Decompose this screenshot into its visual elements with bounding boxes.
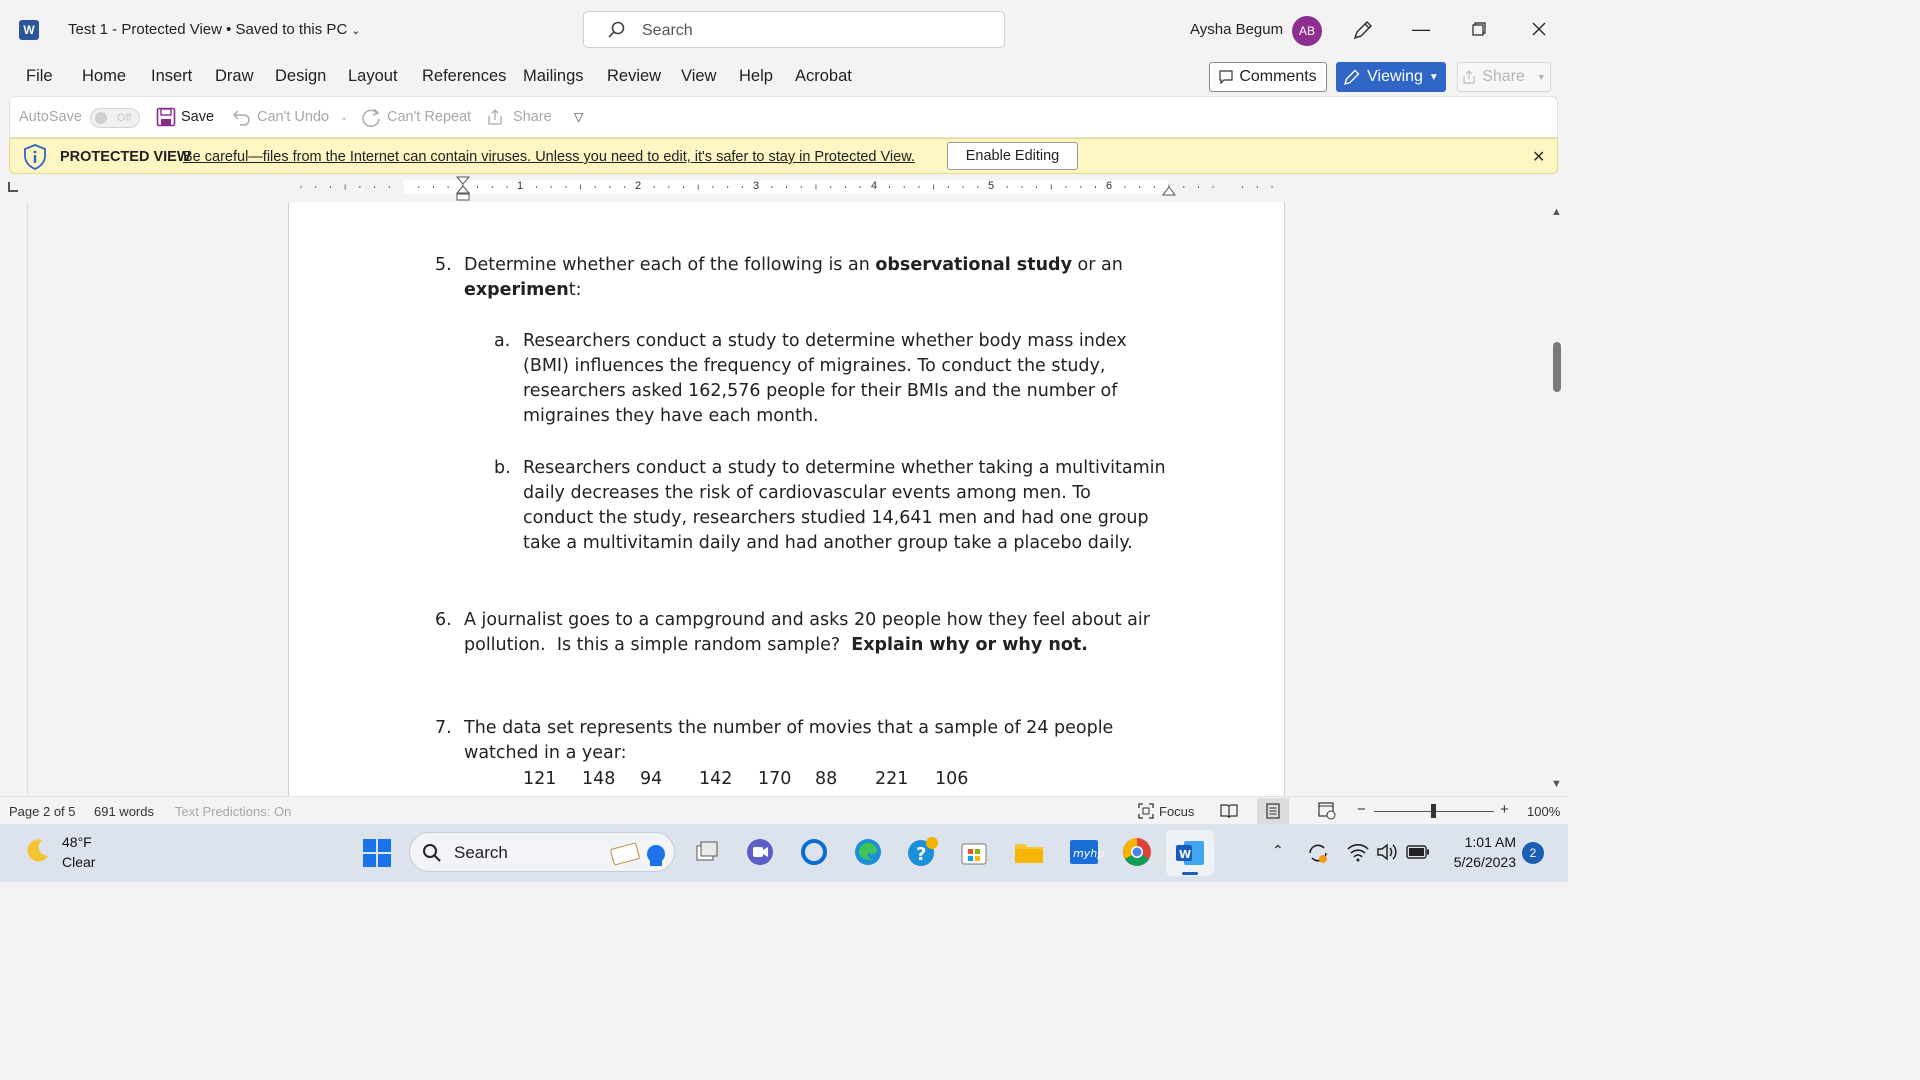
question-bold-text: observational study — [875, 255, 1072, 275]
autosave-state: Off — [117, 112, 132, 124]
moon-icon[interactable] — [22, 836, 52, 866]
designer-pen-icon[interactable] — [1351, 18, 1375, 42]
repeat-button[interactable]: Can't Repeat — [387, 109, 472, 125]
comments-button[interactable] — [1209, 62, 1327, 92]
text-line: take a multivitamin daily and had another group take a placebo daily. — [523, 533, 1133, 553]
tab-acrobat[interactable]: Acrobat — [795, 67, 852, 85]
viewing-mode-button[interactable] — [1336, 62, 1446, 92]
search-highlight-icon — [606, 836, 670, 870]
clock-time[interactable]: 1:01 AM — [1464, 834, 1516, 850]
svg-text:myhp: myhp — [1073, 847, 1105, 860]
focus-button[interactable]: Focus — [1159, 804, 1195, 819]
question-bold-text: experimen — [464, 280, 569, 300]
focus-icon[interactable] — [1138, 803, 1154, 819]
clock-date[interactable]: 5/26/2023 — [1453, 854, 1516, 870]
question-text — [464, 253, 1123, 278]
data-value: 148 — [582, 769, 616, 789]
windows-start-icon[interactable] — [362, 838, 392, 868]
sub-item-label: a. — [494, 331, 511, 351]
weather-temperature[interactable]: 48°F — [62, 834, 92, 850]
weather-condition[interactable]: Clear — [62, 854, 96, 870]
question-text — [464, 608, 1150, 658]
undo-button[interactable]: Can't Undo — [257, 109, 330, 125]
title-bar — [0, 0, 1568, 60]
protected-view-bar — [9, 138, 1558, 174]
zoom-out-icon[interactable]: − — [1357, 801, 1366, 818]
shield-info-icon — [22, 144, 48, 170]
customize-toolbar-icon[interactable]: ▽ — [574, 110, 584, 124]
protected-view-title: PROTECTED VIEW — [60, 149, 191, 165]
page-indicator[interactable]: Page 2 of 5 — [9, 804, 76, 819]
close-button[interactable] — [1526, 16, 1552, 42]
word-count[interactable]: 691 words — [94, 804, 154, 819]
tab-layout[interactable]: Layout — [348, 67, 398, 85]
chevron-down-icon: ▼ — [1536, 72, 1546, 82]
word-app-icon: W — [19, 20, 39, 40]
viewing-label: Viewing — [1367, 68, 1423, 85]
tab-mailings[interactable]: Mailings — [523, 67, 584, 85]
text-line: daily decreases the risk of cardiovascular events among men. To — [523, 483, 1091, 503]
teams-chat-icon[interactable] — [744, 836, 776, 868]
volume-icon[interactable] — [1376, 842, 1400, 862]
myhp-icon[interactable] — [1068, 836, 1105, 868]
quick-access-toolbar — [9, 96, 1558, 138]
show-hidden-icons[interactable]: ⌃ — [1272, 842, 1284, 858]
autosave-toggle[interactable] — [90, 108, 140, 128]
question-text — [464, 716, 1113, 766]
ruler-number: 3 — [753, 180, 760, 192]
comment-icon — [1219, 70, 1233, 84]
indent-marker[interactable] — [456, 176, 470, 202]
scroll-up-icon[interactable]: ▲ — [1551, 206, 1562, 218]
ruler-ticks — [288, 180, 1285, 202]
share-button[interactable] — [1457, 62, 1551, 92]
text-line: Researchers conduct a study to determine whether taking a multivitamin — [523, 458, 1166, 478]
save-button[interactable]: Save — [181, 109, 215, 125]
share-icon — [1462, 70, 1476, 84]
user-name[interactable]: Aysha Begum — [1190, 21, 1284, 38]
question-text-part: Determine whether each of the following is an — [464, 255, 876, 275]
data-value: 94 — [640, 769, 663, 789]
scroll-down-icon[interactable]: ▼ — [1551, 778, 1562, 790]
text-predictions-status[interactable]: Text Predictions: On — [175, 804, 292, 819]
ruler-number: 2 — [635, 180, 642, 192]
workspace-divider — [27, 202, 28, 796]
text-line: migraines they have each month. — [523, 406, 819, 426]
document-page[interactable] — [288, 202, 1285, 802]
ribbon-tabs — [0, 62, 1568, 96]
taskbar-search-label: Search — [454, 843, 508, 862]
taskbar-search[interactable] — [409, 832, 675, 872]
question-number: 7. — [435, 718, 452, 738]
chevron-down-icon: ▼ — [1428, 71, 1439, 83]
notification-badge[interactable]: 2 — [1522, 842, 1544, 864]
data-value: 221 — [875, 769, 909, 789]
undo-icon[interactable] — [232, 108, 252, 126]
question-text-part: or an — [1071, 255, 1123, 275]
status-bar — [0, 796, 1568, 824]
autosave-label: AutoSave — [19, 109, 82, 125]
enable-editing-button[interactable]: Enable Editing — [947, 142, 1078, 170]
pen-icon — [1343, 68, 1361, 86]
sync-icon[interactable] — [1306, 841, 1330, 865]
zoom-level[interactable]: 100% — [1527, 804, 1561, 819]
zoom-in-icon[interactable]: + — [1500, 801, 1509, 818]
save-icon[interactable] — [156, 107, 176, 127]
minimize-button[interactable]: — — [1412, 18, 1430, 39]
print-layout-button[interactable] — [1257, 798, 1289, 824]
text-line — [464, 633, 1150, 658]
ruler-number: 1 — [517, 180, 524, 192]
question-text — [464, 278, 582, 303]
word-app-icon — [1174, 837, 1206, 869]
document-workspace — [0, 202, 1548, 796]
sub-item-text — [523, 329, 1127, 429]
text-line: A journalist goes to a campground and asks 20 people how they feel about air — [464, 610, 1150, 630]
share-qat-button[interactable]: Share — [513, 109, 552, 125]
chrome-browser-icon[interactable] — [1121, 836, 1153, 868]
vertical-scrollbar[interactable] — [1548, 202, 1568, 796]
right-indent-marker[interactable] — [1162, 186, 1176, 198]
question-text-part: pollution. Is this a simple random sample? — [464, 635, 852, 655]
sub-item-text — [523, 456, 1166, 556]
file-explorer-icon[interactable] — [1013, 836, 1045, 868]
word-taskbar-button[interactable] — [1166, 830, 1214, 876]
text-line: conduct the study, researchers studied 14,641 men and had one group — [523, 508, 1149, 528]
data-value: 106 — [935, 769, 969, 789]
ruler-number: 4 — [871, 180, 878, 192]
sub-item-label: b. — [494, 458, 511, 478]
tab-insert[interactable]: Insert — [151, 67, 193, 85]
tab-references[interactable]: References — [422, 67, 507, 85]
data-value: 142 — [699, 769, 733, 789]
search-icon — [606, 20, 626, 40]
chevron-down-icon: ⌄ — [351, 25, 361, 37]
data-values-row — [523, 767, 1023, 792]
question-number: 6. — [435, 610, 452, 630]
windows-taskbar — [0, 824, 1568, 882]
protected-view-message[interactable]: Be careful—files from the Internet can contain viruses. Unless you need to edit, it's safer to stay in Protected View. — [183, 149, 915, 165]
text-line: watched in a year: — [464, 743, 627, 763]
toggle-knob — [95, 112, 107, 124]
zoom-slider-thumb[interactable] — [1431, 804, 1436, 818]
tab-selector[interactable] — [8, 182, 18, 192]
comments-label: Comments — [1239, 68, 1317, 85]
data-value: 88 — [815, 769, 838, 789]
wifi-icon[interactable] — [1347, 842, 1369, 862]
tab-view[interactable]: View — [681, 67, 717, 85]
tab-review[interactable]: Review — [607, 67, 662, 85]
help-tips-icon[interactable] — [906, 836, 938, 868]
tab-design[interactable]: Design — [275, 67, 327, 85]
task-view-icon[interactable] — [691, 836, 723, 868]
redo-icon[interactable] — [361, 107, 383, 129]
data-value: 121 — [523, 769, 557, 789]
battery-icon[interactable] — [1406, 845, 1430, 859]
share-label: Share — [1482, 68, 1525, 85]
question-bold-text: Explain why or why not. — [851, 635, 1088, 655]
search-icon — [422, 843, 442, 863]
question-number: 5. — [435, 255, 452, 275]
read-mode-icon[interactable] — [1220, 803, 1238, 819]
svg-text:?: ? — [916, 844, 927, 865]
close-icon[interactable]: ✕ — [1532, 149, 1546, 166]
share-icon[interactable] — [487, 109, 503, 125]
search-box[interactable] — [583, 11, 1005, 48]
web-layout-icon[interactable] — [1318, 802, 1336, 820]
text-line: researchers asked 162,576 people for their BMIs and the number of — [523, 381, 1118, 401]
search-placeholder: Search — [642, 22, 693, 39]
ruler-number: 5 — [988, 180, 995, 192]
ruler-number: 6 — [1106, 180, 1113, 192]
question-text-part: t: — [568, 280, 582, 300]
tab-draw[interactable]: Draw — [215, 67, 254, 85]
document-title[interactable] — [68, 21, 361, 38]
tab-help[interactable]: Help — [739, 67, 773, 85]
tab-home[interactable]: Home — [82, 67, 127, 85]
text-line: The data set represents the number of movies that a sample of 24 people — [464, 718, 1114, 738]
restore-button[interactable] — [1466, 16, 1492, 42]
print-layout-icon — [1266, 803, 1280, 819]
tab-file[interactable]: File — [26, 67, 53, 85]
cortana-icon[interactable] — [798, 836, 830, 868]
active-app-indicator — [1182, 872, 1198, 875]
text-line: Researchers conduct a study to determine whether body mass index — [523, 331, 1127, 351]
horizontal-ruler[interactable] — [288, 180, 1285, 194]
svg-text:W: W — [1179, 848, 1192, 861]
chevron-down-icon[interactable]: ⌄ — [340, 112, 349, 123]
avatar[interactable]: AB — [1292, 16, 1322, 46]
scroll-thumb[interactable] — [1553, 342, 1561, 392]
microsoft-store-icon[interactable] — [958, 836, 990, 868]
document-title-text: Test 1 - Protected View • Saved to this PC — [68, 21, 348, 38]
text-line: (BMI) influences the frequency of migraines. To conduct the study, — [523, 356, 1106, 376]
edge-browser-icon[interactable] — [852, 836, 884, 868]
data-value: 170 — [758, 769, 792, 789]
